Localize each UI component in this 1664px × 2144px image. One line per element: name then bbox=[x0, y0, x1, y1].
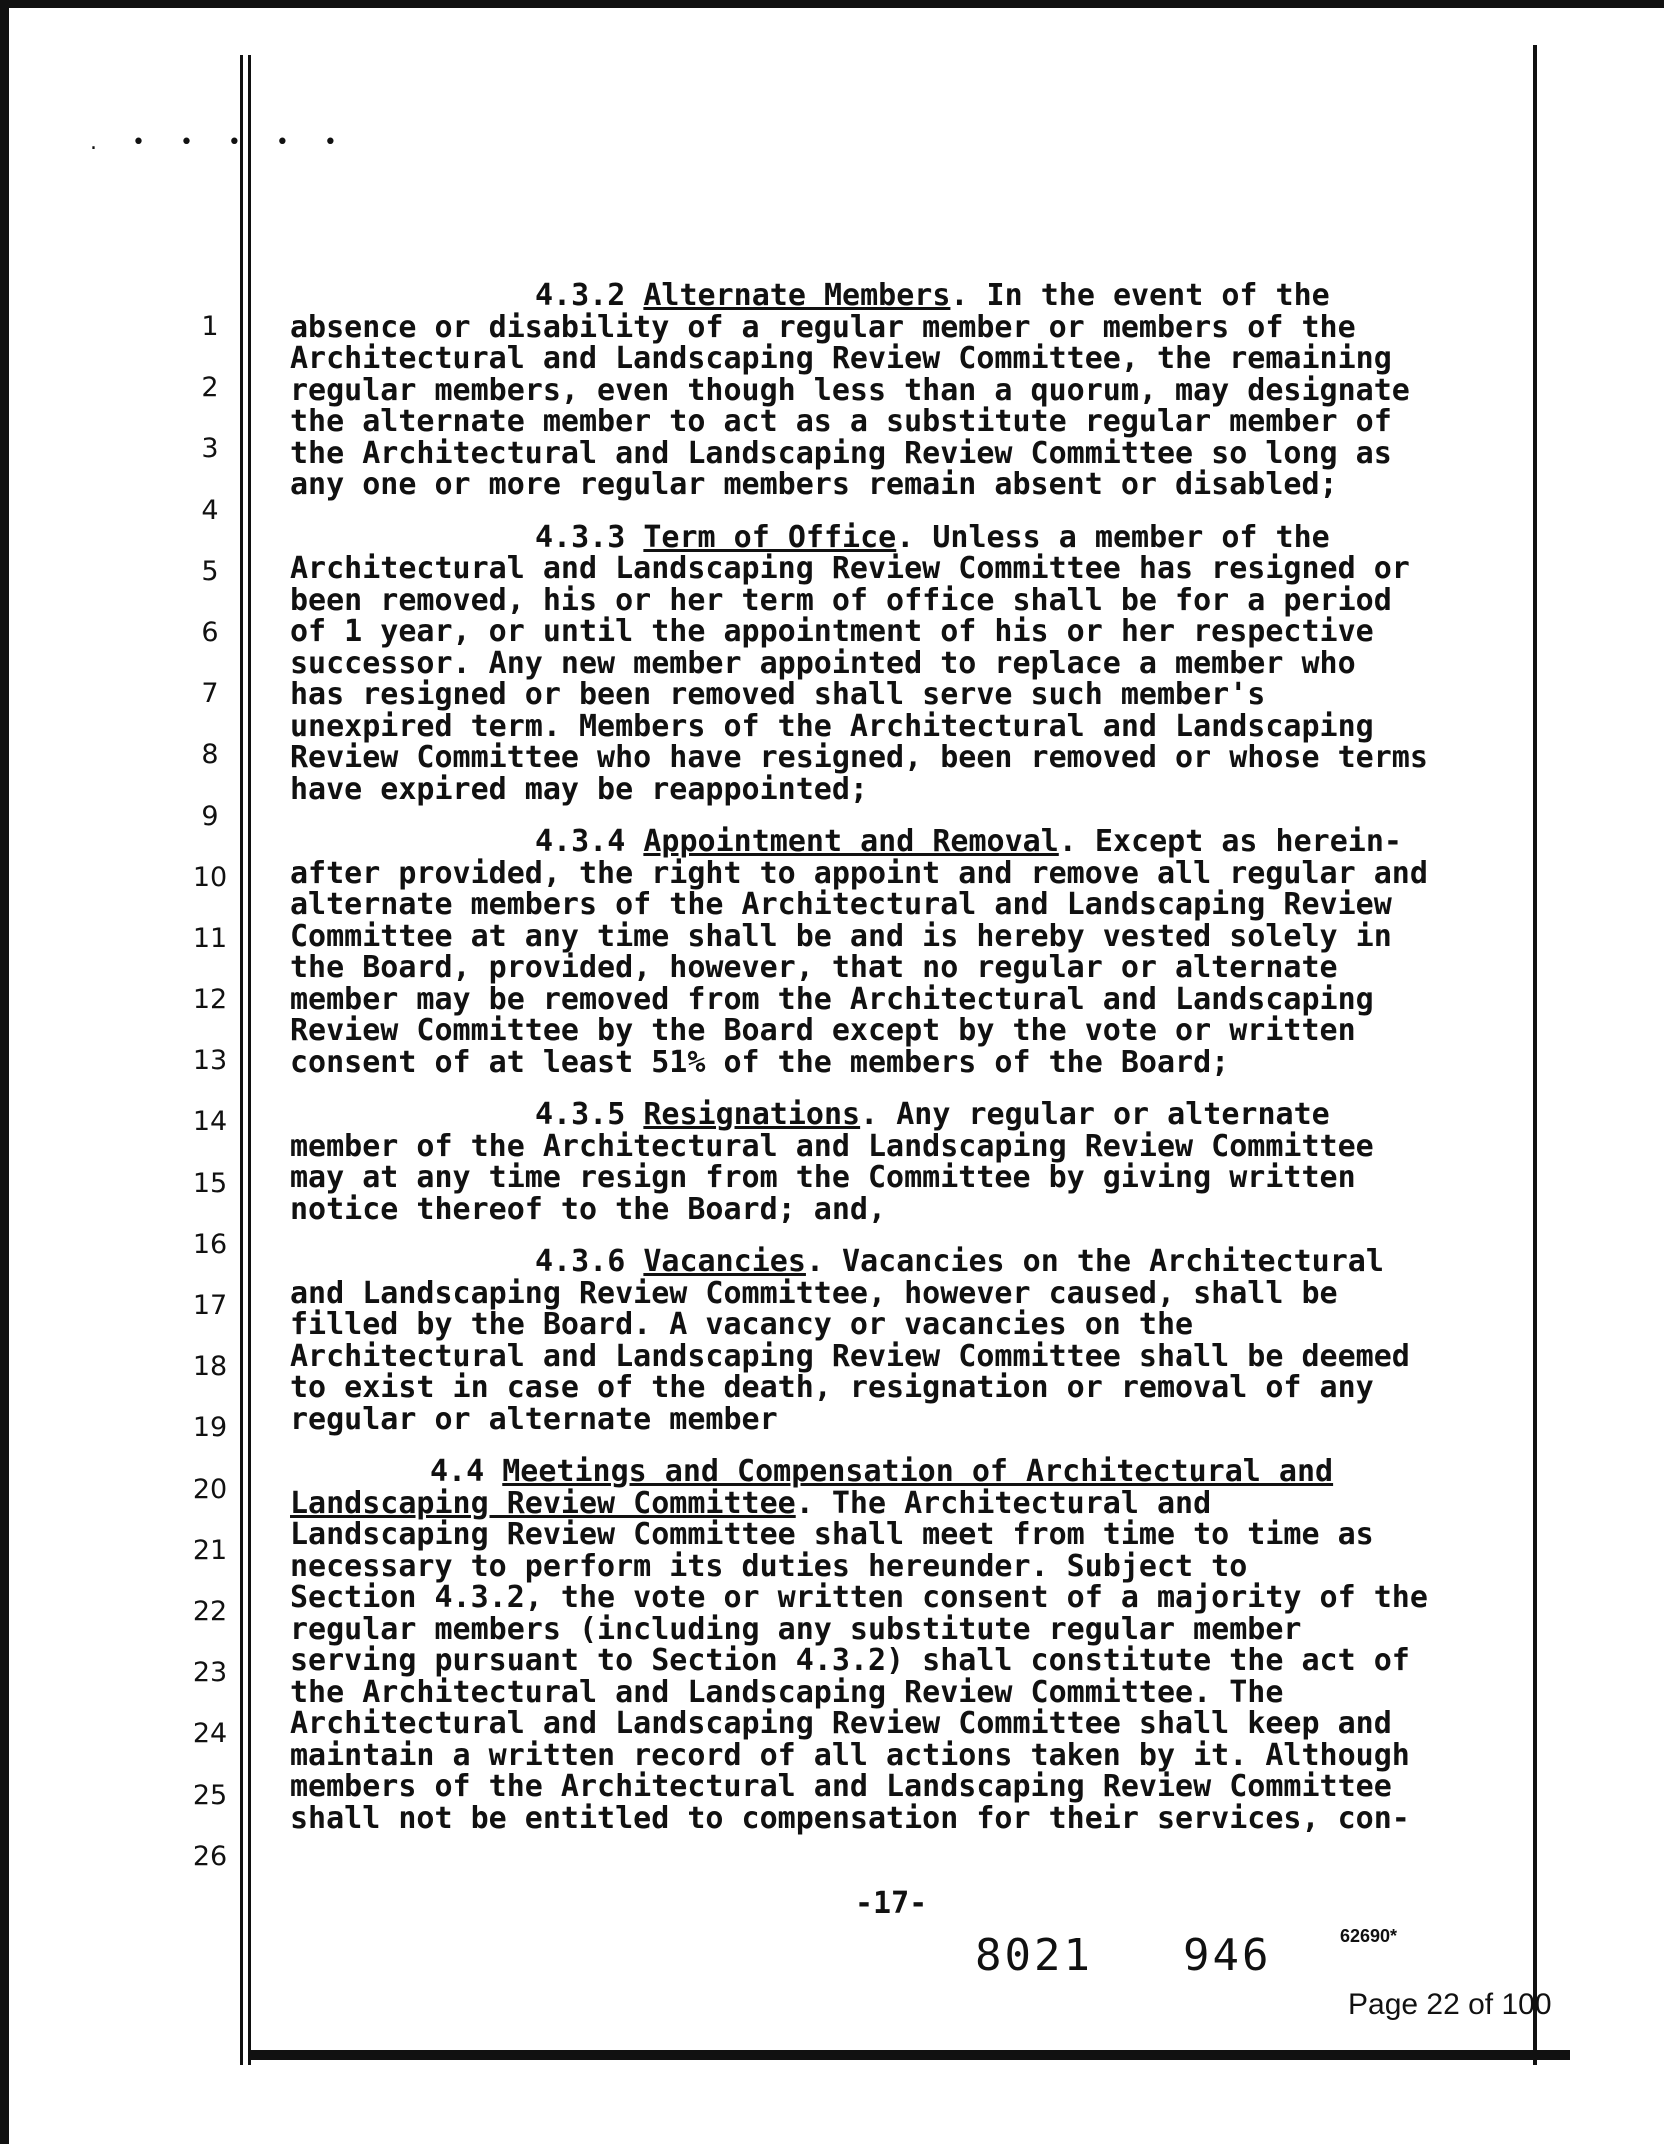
section-line: necessary to perform its duties hereunder. Subject to bbox=[290, 1548, 1248, 1584]
section-heading: Meetings and Compensation of Architectural and bbox=[502, 1454, 1334, 1489]
line-number: 8 bbox=[201, 739, 219, 771]
line-number: 26 bbox=[192, 1840, 228, 1872]
section-line: maintain a written record of all actions taken by it. Although bbox=[290, 1737, 1410, 1773]
section-heading: Appointment and Removal bbox=[643, 824, 1059, 859]
section-number: 4.3.5 bbox=[535, 1097, 626, 1132]
section-line: any one or more regular members remain absent or disabled; bbox=[290, 467, 1338, 502]
section-line bbox=[290, 1485, 1490, 1521]
section-number: 4.3.6 bbox=[535, 1244, 626, 1279]
section-line: the alternate member to act as a substitute regular member of bbox=[290, 404, 1392, 439]
section bbox=[290, 519, 1490, 807]
section-line: Landscaping Review Committee shall meet from time to time as bbox=[290, 1517, 1374, 1552]
section-line bbox=[290, 280, 1490, 312]
line-number: 14 bbox=[192, 1106, 228, 1138]
section-line: may at any time resign from the Committee by giving written bbox=[290, 1160, 1356, 1195]
section-line: the Architectural and Landscaping Review Committee. The bbox=[290, 1674, 1284, 1710]
section-line bbox=[290, 1099, 1490, 1131]
document-number bbox=[975, 1930, 1361, 1981]
section-line: Review Committee by the Board except by the vote or written bbox=[290, 1013, 1356, 1048]
section-line: have expired may be reappointed; bbox=[290, 771, 868, 807]
section-line: member of the Architectural and Landscaping Review Committee bbox=[290, 1128, 1374, 1164]
section-line: successor. Any new member appointed to replace a member who bbox=[290, 645, 1356, 681]
stamp-code: 62690* bbox=[1340, 1926, 1398, 1946]
section-line: member may be removed from the Architectural and Landscaping bbox=[290, 981, 1374, 1017]
section-heading-tail: . Unless a member of the bbox=[896, 519, 1330, 555]
line-number: 10 bbox=[192, 861, 228, 893]
section-heading-cont: Landscaping Review Committee bbox=[290, 1485, 796, 1521]
section-line: Architectural and Landscaping Review Committee, the remaining bbox=[290, 341, 1392, 376]
bottom-rule bbox=[250, 2050, 1570, 2060]
scan-border-top bbox=[0, 0, 1664, 8]
line-number: 16 bbox=[192, 1228, 228, 1260]
section-line: filled by the Board. A vacancy or vacancies on the bbox=[290, 1307, 1194, 1342]
section-line: regular members, even though less than a quorum, may designate bbox=[290, 372, 1410, 408]
line-number: 2 bbox=[201, 372, 219, 404]
margin-rule-1 bbox=[240, 55, 243, 2065]
line-number: 7 bbox=[201, 678, 219, 710]
section-4-4 bbox=[290, 1456, 1490, 1834]
section-heading-line bbox=[290, 1456, 1490, 1488]
section-line: members of the Architectural and Landscaping Review Committee bbox=[290, 1769, 1392, 1804]
section-line: of 1 year, or until the appointment of his or her respective bbox=[290, 614, 1374, 649]
section-line: Architectural and Landscaping Review Committee has resigned or bbox=[290, 551, 1410, 586]
section bbox=[290, 1099, 1490, 1225]
section-heading: Vacancies bbox=[643, 1244, 806, 1279]
section-line: has resigned or been removed shall serve such member's bbox=[290, 677, 1266, 712]
section-line: the Board, provided, however, that no regular or alternate bbox=[290, 950, 1338, 985]
section-heading-tail: . In the event of the bbox=[950, 278, 1330, 313]
line-number: 25 bbox=[192, 1779, 228, 1811]
section-line: Committee at any time shall be and is hereby vested solely in bbox=[290, 918, 1392, 954]
section-heading-tail: . Except as herein- bbox=[1058, 824, 1402, 859]
line-number: 5 bbox=[201, 555, 219, 587]
scan-specks: . • • • • • bbox=[90, 130, 351, 155]
section-heading-tail: . Any regular or alternate bbox=[860, 1097, 1330, 1132]
scan-border-left bbox=[0, 0, 9, 2144]
section-heading-tail: . Vacancies on the Architectural bbox=[805, 1244, 1384, 1279]
section-line: to exist in case of the death, resignation or removal of any bbox=[290, 1370, 1374, 1405]
section-heading-tail: . The Architectural and bbox=[795, 1485, 1212, 1521]
section-line: unexpired term. Members of the Architectural and Landscaping bbox=[290, 708, 1374, 744]
section-line: regular or alternate member bbox=[290, 1401, 778, 1437]
line-number: 22 bbox=[192, 1595, 228, 1627]
section-line: Section 4.3.2, the vote or written consent of a majority of the bbox=[290, 1580, 1428, 1615]
section-line: shall not be entitled to compensation for their services, con- bbox=[290, 1800, 1410, 1836]
section-number: 4.4 bbox=[430, 1454, 485, 1489]
section-heading: Term of Office bbox=[643, 519, 897, 555]
line-number: 20 bbox=[192, 1473, 228, 1505]
line-number: 23 bbox=[192, 1657, 228, 1689]
section-heading: Resignations bbox=[643, 1097, 861, 1132]
section bbox=[290, 280, 1490, 501]
right-margin-rule bbox=[1533, 45, 1537, 2065]
section-line: notice thereof to the Board; and, bbox=[290, 1191, 887, 1227]
line-number: 3 bbox=[201, 433, 219, 465]
section-line: Architectural and Landscaping Review Committee shall keep and bbox=[290, 1706, 1392, 1741]
line-number-column bbox=[185, 296, 235, 1887]
section-line bbox=[290, 826, 1490, 858]
section-line: after provided, the right to appoint and remove all regular and bbox=[290, 855, 1428, 891]
line-number: 4 bbox=[201, 494, 219, 526]
line-number: 1 bbox=[201, 311, 219, 342]
line-number: 12 bbox=[192, 984, 228, 1016]
section-line: Review Committee who have resigned, been removed or whose terms bbox=[290, 740, 1428, 775]
line-number: 21 bbox=[192, 1534, 228, 1566]
section-line: Architectural and Landscaping Review Committee shall be deemed bbox=[290, 1338, 1410, 1374]
line-number: 19 bbox=[192, 1412, 228, 1444]
page-number: -17- bbox=[855, 1886, 928, 1921]
document-number-a: 8021 bbox=[975, 1930, 1093, 1981]
section bbox=[290, 1246, 1490, 1435]
section-line: serving pursuant to Section 4.3.2) shall constitute the act of bbox=[290, 1643, 1410, 1678]
section-line: absence or disability of a regular member or members of the bbox=[290, 309, 1356, 345]
section bbox=[290, 826, 1490, 1078]
section-line bbox=[290, 1246, 1490, 1278]
section-number: 4.3.2 bbox=[535, 278, 626, 313]
section-line bbox=[290, 519, 1490, 555]
section-heading: Alternate Members bbox=[643, 278, 951, 313]
line-number: 6 bbox=[201, 616, 219, 648]
line-number: 13 bbox=[192, 1045, 228, 1077]
section-number: 4.3.4 bbox=[535, 824, 626, 859]
section-line: alternate members of the Architectural and Landscaping Review bbox=[290, 887, 1392, 922]
line-number: 18 bbox=[192, 1351, 228, 1383]
line-number: 11 bbox=[192, 922, 228, 954]
section-number: 4.3.3 bbox=[535, 519, 626, 555]
section-line: consent of at least 51% of the members of the Board; bbox=[290, 1044, 1230, 1080]
section-line: and Landscaping Review Committee, however caused, shall be bbox=[290, 1275, 1338, 1311]
page-of-indicator: Page 22 of 100 bbox=[1348, 1988, 1552, 2021]
line-number: 9 bbox=[201, 800, 219, 832]
line-number: 15 bbox=[192, 1167, 228, 1199]
line-number: 17 bbox=[192, 1290, 228, 1321]
line-number: 24 bbox=[192, 1718, 228, 1750]
document-body bbox=[290, 280, 1490, 1855]
section-line: the Architectural and Landscaping Review Committee so long as bbox=[290, 435, 1392, 471]
section-line: been removed, his or her term of office shall be for a period bbox=[290, 582, 1392, 618]
margin-rule-2 bbox=[248, 55, 251, 2065]
section-line: regular members (including any substitute regular member bbox=[290, 1611, 1302, 1647]
document-number-b: 946 bbox=[1182, 1930, 1272, 1981]
